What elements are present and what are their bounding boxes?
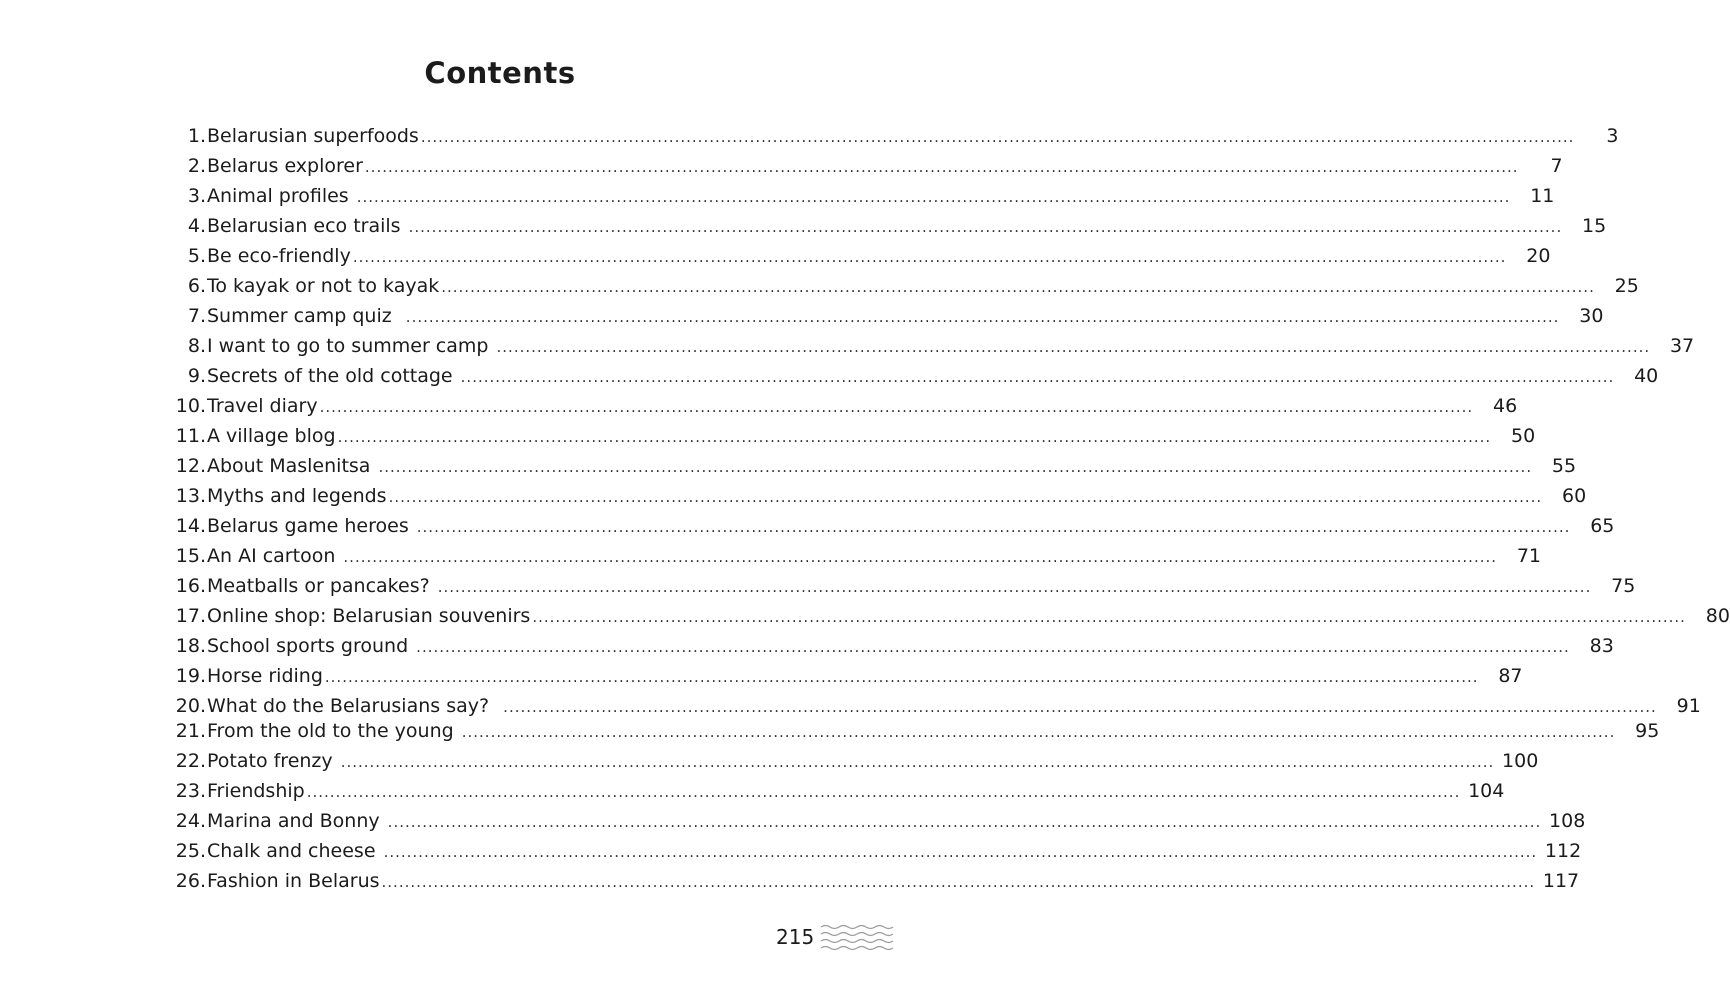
toc-entry-page: 65 bbox=[1590, 515, 1615, 537]
toc-entry-title: A village blog bbox=[207, 425, 336, 447]
toc-entry-title: Be eco-friendly bbox=[207, 245, 351, 267]
toc-entry bbox=[166, 866, 1580, 896]
toc-entry bbox=[166, 211, 1607, 241]
toc-entry-title: About Maslenitsa bbox=[207, 455, 377, 477]
dot-leader: ........................................................................................................................................................................................................ bbox=[381, 873, 1536, 891]
toc-entry bbox=[166, 241, 1551, 271]
toc-entry bbox=[166, 391, 1518, 421]
toc-entry-title: An AI cartoon bbox=[207, 545, 342, 567]
toc-entry-number: 24. bbox=[175, 810, 206, 832]
toc-entry-page: 100 bbox=[1502, 750, 1539, 772]
toc-entry-number: 10. bbox=[175, 395, 206, 417]
toc-entry-number: 15. bbox=[175, 545, 206, 567]
dot-leader: ........................................................................................................................................................................................................ bbox=[408, 218, 1563, 236]
dot-leader: ........................................................................................................................................................................................................ bbox=[324, 668, 1479, 686]
toc-entry-number: 20. bbox=[175, 695, 206, 717]
toc-entry-page: 80 bbox=[1705, 605, 1730, 627]
toc-entry-page: 71 bbox=[1516, 545, 1542, 567]
page-title: Contents bbox=[424, 56, 576, 90]
dot-leader: ........................................................................................................................................................................................................ bbox=[532, 608, 1686, 626]
toc-entry-title: Potato frenzy bbox=[207, 750, 339, 772]
toc-entry-page: 95 bbox=[1635, 720, 1660, 742]
dot-leader: ........................................................................................................................................................................................................ bbox=[405, 308, 1560, 326]
dot-leader: ........................................................................................................................................................................................................ bbox=[388, 488, 1543, 506]
toc-entry-number: 7. bbox=[187, 305, 206, 327]
toc-entry-page: 75 bbox=[1611, 575, 1636, 597]
toc-entry bbox=[166, 301, 1604, 331]
toc-entry-title: Online shop: Belarusian souvenirs bbox=[207, 605, 531, 627]
toc-entry-number: 21. bbox=[175, 720, 206, 742]
toc-entry-page: 40 bbox=[1634, 365, 1659, 387]
toc-entry-title: Horse riding bbox=[207, 665, 323, 687]
toc-entry-number: 16. bbox=[175, 575, 206, 597]
toc-entry-title: To kayak or not to kayak bbox=[207, 275, 440, 297]
toc-entry-page: 117 bbox=[1542, 870, 1580, 892]
toc-entry-page: 37 bbox=[1669, 335, 1695, 357]
toc-entry bbox=[166, 806, 1586, 836]
dot-leader: ........................................................................................................................................................................................................ bbox=[337, 428, 1492, 446]
toc-entry bbox=[166, 571, 1636, 601]
toc-entry-number: 13. bbox=[175, 485, 206, 507]
toc-entry-number: 9. bbox=[187, 365, 206, 387]
toc-entry-number: 23. bbox=[175, 780, 206, 802]
toc-entry bbox=[166, 631, 1614, 661]
toc-entry-page: 83 bbox=[1589, 635, 1614, 657]
dot-leader: ........................................................................................................................................................................................................ bbox=[356, 188, 1511, 206]
toc-entry-title: I want to go to summer camp bbox=[207, 335, 495, 357]
dot-leader: ........................................................................................................................................................................................................ bbox=[364, 158, 1519, 176]
toc-entry bbox=[166, 181, 1555, 211]
dot-leader: ........................................................................................................................................................................................................ bbox=[340, 753, 1495, 771]
toc-entry-number: 8. bbox=[187, 335, 206, 357]
toc-entry-title: From the old to the young bbox=[207, 720, 460, 742]
toc-entry bbox=[166, 361, 1659, 391]
dot-leader: ........................................................................................................................................................................................................ bbox=[352, 248, 1507, 266]
toc-entry-number: 2. bbox=[187, 155, 206, 177]
toc-entry-number: 25. bbox=[175, 840, 206, 862]
toc-entry-page: 3 bbox=[1606, 125, 1619, 147]
toc-entry-number: 19. bbox=[175, 665, 206, 687]
dot-leader: ........................................................................................................................................................................................................ bbox=[420, 128, 1575, 146]
toc-entry-number: 12. bbox=[175, 455, 206, 477]
toc-entry bbox=[166, 776, 1505, 806]
dot-leader: ........................................................................................................................................................................................................ bbox=[496, 338, 1651, 356]
toc-entry-title: Belarus game heroes bbox=[207, 515, 415, 537]
toc-entry-page: 20 bbox=[1526, 245, 1551, 267]
toc-entry-number: 26. bbox=[175, 870, 206, 892]
toc-entry bbox=[166, 451, 1577, 481]
toc-entry-number: 17. bbox=[175, 605, 206, 627]
toc-entry bbox=[166, 661, 1523, 691]
toc-entry-number: 5. bbox=[187, 245, 206, 267]
toc-entry-number: 14. bbox=[175, 515, 206, 537]
toc-entry bbox=[166, 121, 1619, 151]
toc-entry-page: 7 bbox=[1550, 155, 1563, 177]
toc-entry-page: 60 bbox=[1562, 485, 1587, 507]
toc-entry-page: 112 bbox=[1544, 840, 1582, 862]
toc-entry bbox=[166, 481, 1587, 511]
toc-entry bbox=[166, 151, 1563, 181]
toc-entry-page: 15 bbox=[1582, 215, 1607, 237]
dot-leader: ........................................................................................................................................................................................................ bbox=[387, 813, 1542, 831]
dot-leader: ........................................................................................................................................................................................................ bbox=[383, 843, 1538, 861]
toc-entry bbox=[166, 601, 1730, 631]
toc-entry-title: Chalk and cheese bbox=[207, 840, 382, 862]
toc-entry-title: Belarusian superfoods bbox=[207, 125, 419, 147]
toc-entry-page: 55 bbox=[1551, 455, 1577, 477]
toc-entry bbox=[166, 746, 1539, 776]
toc-entry-page: 91 bbox=[1676, 695, 1701, 717]
toc-entry bbox=[166, 421, 1536, 451]
toc-entry-page: 104 bbox=[1468, 780, 1505, 802]
toc-entry-title: Belarus explorer bbox=[207, 155, 363, 177]
toc-entry-title: Belarusian eco trails bbox=[207, 215, 407, 237]
dot-leader: ........................................................................................................................................................................................................ bbox=[437, 578, 1592, 596]
toc-entry-page: 87 bbox=[1498, 665, 1523, 687]
toc-entry-title: Friendship bbox=[207, 780, 305, 802]
page-number: 215 bbox=[776, 925, 815, 949]
toc-entry bbox=[166, 836, 1582, 866]
dot-leader: ........................................................................................................................................................................................................ bbox=[378, 458, 1533, 476]
toc-entry-number: 22. bbox=[175, 750, 206, 772]
toc-entry-title: Marina and Bonny bbox=[207, 810, 386, 832]
toc-entry bbox=[166, 511, 1615, 541]
toc-entry bbox=[166, 331, 1695, 361]
toc-entry-page: 50 bbox=[1511, 425, 1536, 447]
toc-entry-title: Animal profiles bbox=[207, 185, 355, 207]
toc-entry-number: 3. bbox=[187, 185, 206, 207]
toc-entry-page: 30 bbox=[1579, 305, 1604, 327]
toc-entry bbox=[166, 716, 1660, 746]
toc-entry bbox=[166, 271, 1639, 301]
toc-entry-page: 108 bbox=[1549, 810, 1586, 832]
toc-entry-title: What do the Belarusians say? bbox=[207, 695, 502, 717]
wave-lines-icon bbox=[820, 922, 896, 950]
toc-entry-title: School sports ground bbox=[207, 635, 415, 657]
toc-entry-title: Meatballs or pancakes? bbox=[207, 575, 436, 597]
toc-entry-title: Travel diary bbox=[207, 395, 318, 417]
toc-entry bbox=[166, 541, 1542, 571]
toc-entry-number: 1. bbox=[187, 125, 206, 147]
toc-entry-page: 46 bbox=[1493, 395, 1518, 417]
toc-entry-title: Summer camp quiz bbox=[207, 305, 404, 327]
dot-leader: ........................................................................................................................................................................................................ bbox=[503, 698, 1657, 716]
dot-leader: ........................................................................................................................................................................................................ bbox=[416, 518, 1571, 536]
dot-leader: ........................................................................................................................................................................................................ bbox=[441, 278, 1595, 296]
toc-entry-title: Fashion in Belarus bbox=[207, 870, 380, 892]
dot-leader: ........................................................................................................................................................................................................ bbox=[319, 398, 1474, 416]
toc-entry-page: 25 bbox=[1614, 275, 1639, 297]
toc-entry-title: Myths and legends bbox=[207, 485, 387, 507]
toc-entry-number: 6. bbox=[187, 275, 206, 297]
dot-leader: ........................................................................................................................................................................................................ bbox=[460, 368, 1615, 386]
dot-leader: ........................................................................................................................................................................................................ bbox=[343, 548, 1498, 566]
toc-entry-page: 11 bbox=[1530, 185, 1555, 207]
toc-entry-number: 4. bbox=[187, 215, 206, 237]
toc-entry-number: 18. bbox=[175, 635, 206, 657]
dot-leader: ........................................................................................................................................................................................................ bbox=[461, 723, 1616, 741]
toc-entry-number: 11. bbox=[175, 425, 206, 447]
toc-entry-title: Secrets of the old cottage bbox=[207, 365, 459, 387]
dot-leader: ........................................................................................................................................................................................................ bbox=[306, 783, 1461, 801]
dot-leader: ........................................................................................................................................................................................................ bbox=[416, 638, 1570, 656]
